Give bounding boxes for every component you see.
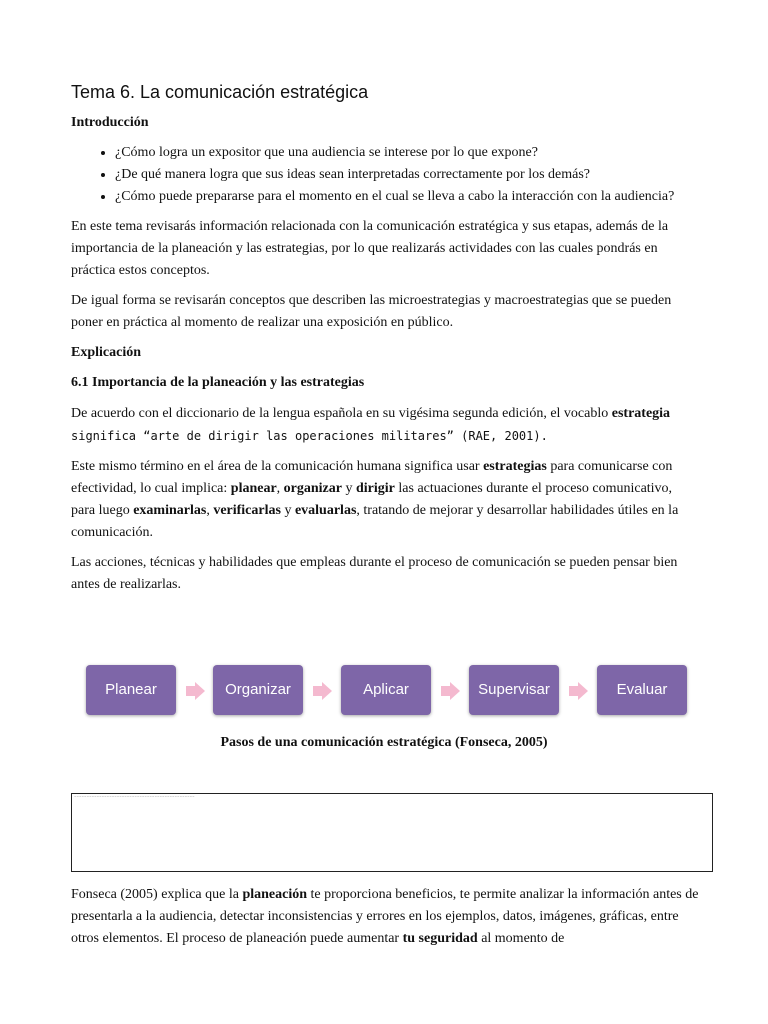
list-item: • ¿De qué manera logra que sus ideas sean interpretadas correctamente por los demás?: [115, 164, 697, 186]
bold-term: evaluarlas: [294, 503, 357, 518]
document-body: [71, 80, 697, 604]
text-run: las actuaciones durante el proceso comunicativo, para luego: [71, 481, 673, 518]
section-heading: 6.1 Importancia de la planeación y las estrategias: [71, 375, 365, 390]
bold-term: estrategias: [483, 459, 547, 474]
blank-frame: [71, 793, 713, 872]
list-item: • ¿Cómo puede prepararse para el momento en el cual se lleva a cabo la interacción con la audiencia?: [115, 186, 697, 208]
paragraph-actions: Las acciones, técnicas y habilidades que empleas durante el proceso de comunicación se pueden pensar bien antes de realizarlas.: [71, 555, 678, 592]
text-run: Este mismo término en el área de la comunicación humana significa usar: [71, 459, 484, 474]
step-organizar: Organizar: [213, 665, 303, 715]
step-aplicar: Aplicar: [341, 665, 431, 715]
text-run: , tratando de mejorar y desarrollar habilidades útiles en la comunicación.: [71, 503, 679, 540]
question-list: [71, 142, 697, 208]
illegible-text: ~~~~~~~~~~~~~~~~~~~~~~~~~~~~~~~~~~~~~~~~~~~~~~~~: [74, 794, 195, 798]
explanation-heading: Explicación: [71, 345, 142, 360]
intro-heading: Introducción: [71, 115, 149, 130]
text-run: y: [342, 481, 356, 496]
text-run: significa “arte de dirigir las operaciones militares” (RAE, 2001).: [71, 429, 548, 443]
bold-term: verificarlas: [213, 503, 281, 518]
bold-term: dirigir: [356, 481, 395, 496]
paragraph-intro: En este tema revisarás información relacionada con la comunicación estratégica y sus etapas, además de la importancia de la planeación y las estrategias, por lo que realizarás actividades con las cuales pondrás en práctica estos conceptos.: [71, 219, 669, 278]
text-run: ,: [206, 503, 214, 518]
document-continuation: [71, 884, 701, 958]
text-run: y: [280, 503, 295, 518]
diagram-caption: Pasos de una comunicación estratégica (Fonseca, 2005): [220, 735, 548, 750]
text-run: ,: [276, 481, 284, 496]
text-run: para comunicarse con efectividad, lo cual implica:: [71, 459, 673, 496]
text-run: te proporciona beneficios, te permite analizar la información antes de presentarla a la audiencia, detectar inconsistencias y errores en los ejemplos, datos, imágenes, gráficas, entre otros elementos. El proceso de planeación puede aumentar: [71, 887, 699, 946]
paragraph-definition: [71, 402, 697, 448]
step-planear: Planear: [86, 665, 176, 715]
process-diagram: [82, 662, 692, 718]
bold-term: estrategia: [611, 406, 671, 421]
text-run: Fonseca (2005) explica que la: [71, 887, 243, 902]
paragraph-strategies: [71, 456, 697, 544]
text-run: al momento de: [477, 931, 565, 946]
bold-term: planeación: [242, 887, 308, 902]
text-run: De acuerdo con el diccionario de la lengua española en su vigésima segunda edición, el vocablo: [71, 406, 612, 421]
bold-term: tu seguridad: [402, 931, 478, 946]
bold-term: planear: [230, 481, 277, 496]
paragraph-planning: [71, 884, 701, 950]
step-supervisar: Supervisar: [469, 665, 559, 715]
bold-term: examinarlas: [133, 503, 207, 518]
bold-term: organizar: [283, 481, 342, 496]
list-item: • ¿Cómo logra un expositor que una audiencia se interese por lo que expone?: [115, 142, 697, 164]
step-evaluar: Evaluar: [597, 665, 687, 715]
page-title: Tema 6. La comunicación estratégica: [71, 82, 369, 102]
paragraph-microestrategias: De igual forma se revisarán conceptos que describen las microestrategias y macroestrategias que se pueden poner en práctica al momento de realizar una exposición en público.: [71, 293, 672, 330]
